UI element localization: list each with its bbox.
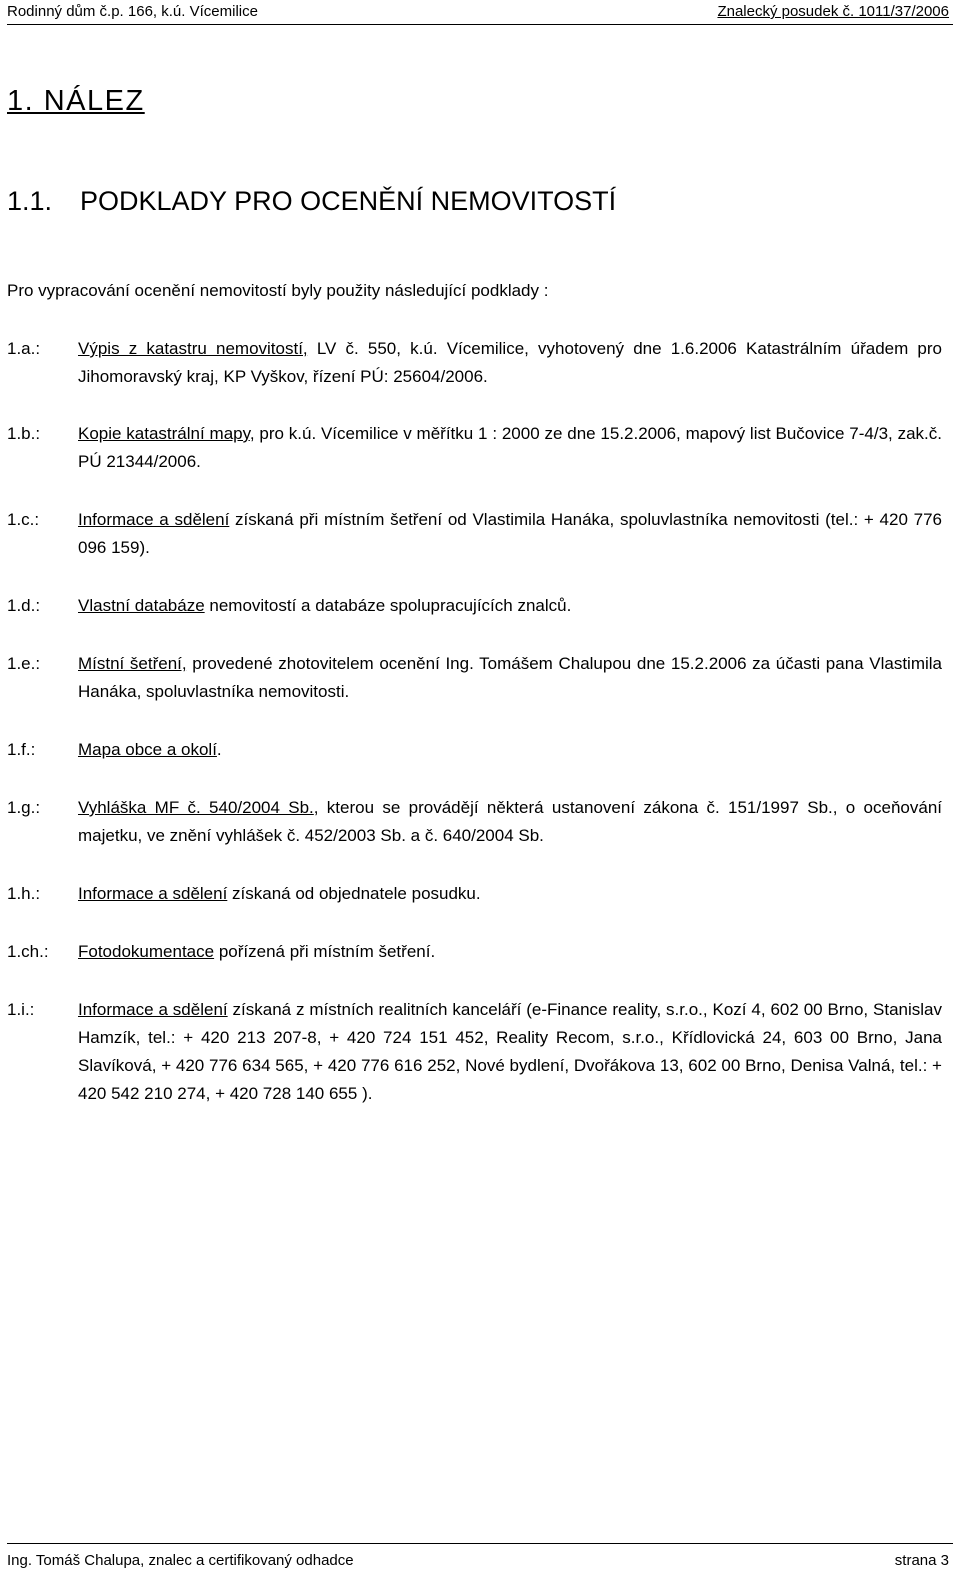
- item-label: 1.b.:: [7, 424, 41, 443]
- list-item: [7, 650, 942, 706]
- item-source: Informace a sdělení: [78, 1000, 228, 1019]
- list-item: [7, 592, 942, 620]
- item-source: Informace a sdělení: [78, 884, 228, 903]
- list-item: [7, 880, 942, 908]
- subsection-heading: [7, 186, 616, 217]
- item-text: získaná z místních realitních kanceláří (e-Finance reality, s.r.o., Kozí 4, 602 00 Brno, Stanislav Hamzík, tel.: + 420 213 207-8, + 420 724 151 452, Reality Recom, s.r.o., Křídlovická 24, 603 00 Brno, Jana Slavíková, + 420 776 634 565, + 420 776 616 252, Nové bydlení, Dvořákova 13, 602 00 Brno, Denisa Valná, tel.: + 420 542 210 274, + 420 728 140 655 ).: [78, 1000, 943, 1103]
- item-label: 1.i.:: [7, 1000, 35, 1019]
- item-source: Vlastní databáze: [78, 596, 205, 615]
- item-text: , pro k.ú. Vícemilice v měřítku 1 : 2000 ze dne 15.2.2006, mapový list Bučovice 7-4/3, zak.č. PÚ 21344/2006.: [78, 424, 942, 471]
- item-text: nemovitostí a databáze spolupracujících znalců.: [204, 596, 572, 615]
- intro-text: Pro vypracování ocenění nemovitostí byly použity následující podklady :: [7, 281, 549, 300]
- list-item: [7, 335, 942, 391]
- page-footer: [7, 1543, 953, 1572]
- footer-author: Ing. Tomáš Chalupa, znalec a certifikovaný odhadce: [7, 1552, 354, 1569]
- list-item: [7, 506, 942, 562]
- item-source: Výpis z katastru nemovitostí,: [78, 339, 308, 358]
- list-item: [7, 736, 942, 764]
- item-label: 1.ch.:: [7, 942, 49, 961]
- item-label: 1.d.:: [7, 596, 41, 615]
- page-header: [7, 2, 953, 25]
- item-text: , kterou se provádějí některá ustanovení zákona č. 151/1997 Sb., o oceňování majetku, ve znění vyhlášek č. 452/2003 Sb. a č. 640/2004 Sb.: [78, 798, 942, 845]
- header-report-number: Znalecký posudek č. 1011/37/2006: [717, 3, 949, 20]
- item-text: .: [216, 740, 222, 759]
- item-source: Mapa obce a okolí: [78, 740, 217, 759]
- item-source: Fotodokumentace: [78, 942, 215, 961]
- item-text: získaná při místním šetření od Vlastimila Hanáka, spoluvlastníka nemovitosti (tel.: + 420 776 096 159).: [78, 510, 942, 557]
- item-label: 1.h.:: [7, 884, 41, 903]
- item-label: 1.c.:: [7, 510, 40, 529]
- item-label: 1.f.:: [7, 740, 36, 759]
- subsection-title: PODKLADY PRO OCENĚNÍ NEMOVITOSTÍ: [80, 186, 617, 216]
- list-item: [7, 420, 942, 476]
- item-source: Vyhláška MF č. 540/2004 Sb.: [78, 798, 314, 817]
- list-item: [7, 794, 942, 850]
- item-source: Místní šetření,: [78, 654, 187, 673]
- item-label: 1.e.:: [7, 654, 41, 673]
- item-label: 1.a.:: [7, 339, 41, 358]
- header-property: Rodinný dům č.p. 166, k.ú. Vícemilice: [7, 3, 258, 20]
- section-heading: 1. NÁLEZ: [7, 85, 145, 117]
- list-item: [7, 938, 942, 966]
- footer-page-number: strana 3: [894, 1552, 949, 1569]
- item-label: 1.g.:: [7, 798, 41, 817]
- item-text: získaná od objednatele posudku.: [227, 884, 481, 903]
- item-source: Informace a sdělení: [78, 510, 230, 529]
- item-source: Kopie katastrální mapy: [78, 424, 250, 443]
- subsection-number: 1.1.: [7, 186, 53, 216]
- item-text: provedené zhotovitelem ocenění Ing. Tomášem Chalupou dne 15.2.2006 za účasti pana Vlastimila Hanáka, spoluvlastníka nemovitosti.: [78, 654, 942, 701]
- list-item: [7, 996, 942, 1108]
- item-text: pořízená při místním šetření.: [214, 942, 436, 961]
- item-text: LV č. 550, k.ú. Vícemilice, vyhotovený dne 1.6.2006 Katastrálním úřadem pro Jihomoravský kraj, KP Vyškov, řízení PÚ: 25604/2006.: [78, 339, 942, 386]
